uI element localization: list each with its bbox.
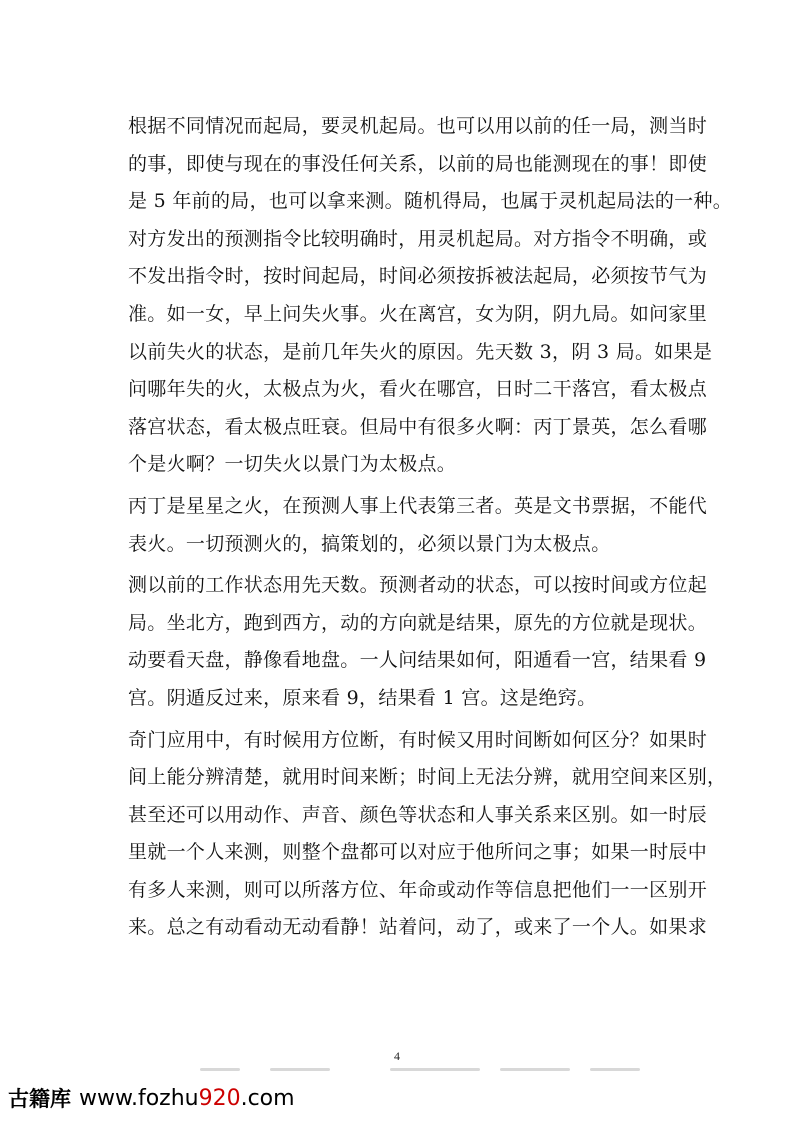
text-line: 奇门应用中，有时候用方位断，有时候又用时间断如何区分？如果时 bbox=[128, 728, 708, 751]
text-line: 是 5 年前的局，也可以拿来测。随机得局，也属于灵机起局法的一种。 bbox=[128, 190, 733, 213]
paragraph bbox=[128, 722, 727, 948]
text-line: 的事，即使与现在的事没任何关系，以前的局也能测现在的事！即使 bbox=[128, 152, 708, 175]
text-line: 个是火啊？一切失火以景门为太极点。 bbox=[128, 453, 457, 476]
text-line: 根据不同情况而起局，要灵机起局。也可以用以前的任一局，测当时 bbox=[128, 115, 708, 137]
site-url[interactable] bbox=[79, 1086, 295, 1111]
site-url-accent: 920 bbox=[198, 1085, 241, 1111]
text-line: 落宫状态，看太极点旺衰。但局中有很多火啊：丙丁景英，怎么看哪 bbox=[128, 415, 708, 438]
text-line: 有多人来测，则可以所落方位、年命或动作等信息把他们一一区别开 bbox=[128, 878, 708, 901]
text-line: 来。总之有动看动无动看静！站着问，动了，或来了一个人。如果求 bbox=[128, 916, 708, 939]
site-footer bbox=[8, 1083, 295, 1113]
paragraph bbox=[128, 567, 708, 717]
text-line: 局。坐北方，跑到西方，动的方向就是结果，原先的方位就是现状。 bbox=[128, 611, 708, 634]
site-url-suffix: .com bbox=[240, 1085, 295, 1111]
text-line: 丙丁是星星之火，在预测人事上代表第三者。英是文书票据，不能代 bbox=[128, 494, 708, 517]
text-line: 里就一个人来测，则整个盘都可以对应于他所问之事；如果一时辰中 bbox=[128, 841, 708, 864]
scan-artifact bbox=[200, 1068, 640, 1074]
site-brand: 古籍库 bbox=[8, 1087, 71, 1111]
text-line: 甚至还可以用动作、声音、颜色等状态和人事关系来区别。如一时辰 bbox=[128, 803, 708, 826]
paragraph bbox=[128, 488, 708, 563]
paragraph bbox=[128, 108, 733, 484]
text-line: 准。如一女，早上问失火事。火在离宫，女为阴，阴九局。如问家里 bbox=[128, 302, 708, 325]
text-line: 以前失火的状态，是前几年失火的原因。先天数 3，阴 3 局。如果是 bbox=[128, 340, 713, 363]
text-line: 间上能分辨清楚，就用时间来断；时间上无法分辨，就用空间来区别， bbox=[128, 766, 727, 789]
text-line: 表火。一切预测火的，搞策划的，必须以景门为太极点。 bbox=[128, 532, 611, 555]
text-line: 不发出指令时，按时间起局，时间必须按拆被法起局，必须按节气为 bbox=[128, 265, 708, 288]
document-body bbox=[128, 108, 733, 951]
text-line: 对方发出的预测指令比较明确时，用灵机起局。对方指令不明确，或 bbox=[128, 227, 708, 250]
page-number: 4 bbox=[394, 1049, 400, 1063]
text-line: 宫。阴遁反过来，原来看 9，结果看 1 宫。这是绝窍。 bbox=[128, 686, 597, 709]
text-line: 动要看天盘，静像看地盘。一人问结果如何，阳遁看一宫，结果看 9 bbox=[128, 649, 707, 672]
site-url-prefix: www.fozhu bbox=[79, 1085, 199, 1111]
text-line: 测以前的工作状态用先天数。预测者动的状态，可以按时间或方位起 bbox=[128, 574, 708, 597]
text-line: 问哪年失的火，太极点为火，看火在哪宫，日时二干落宫，看太极点 bbox=[128, 378, 708, 401]
